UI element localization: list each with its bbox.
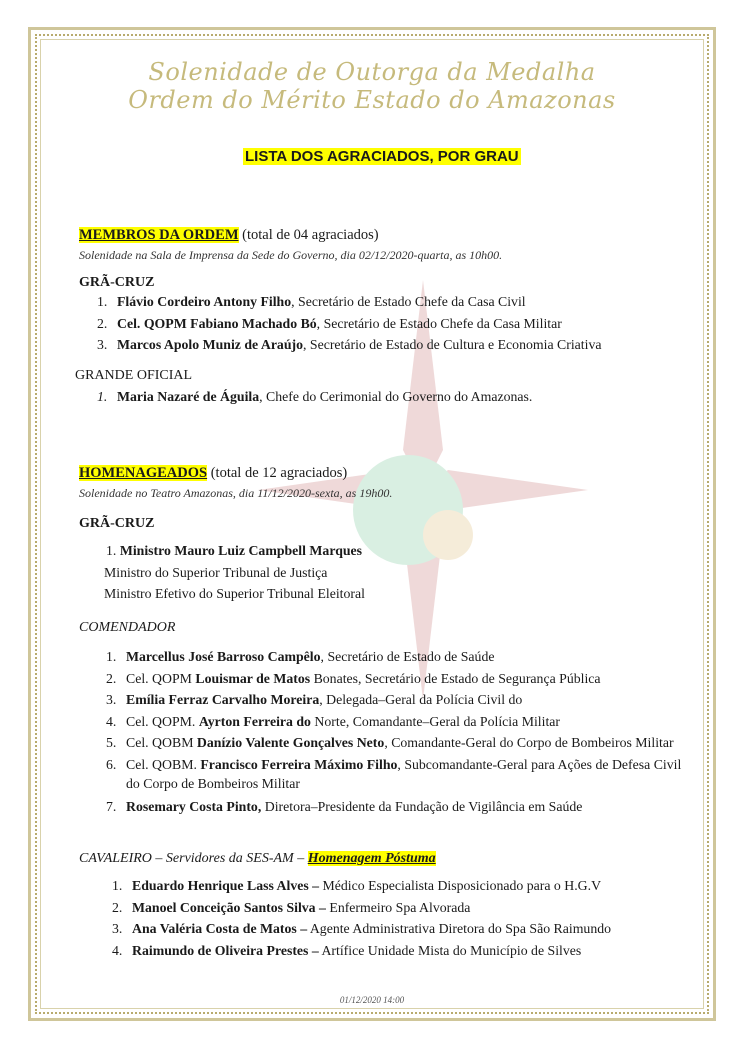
membros-gra-cruz-list [97,291,601,356]
list-item: 3. Emília Ferraz Carvalho Moreira, Delegada–Geral da Polícia Civil do [106,692,523,708]
list-item: 1. Marcellus José Barroso Campêlo, Secretário de Estado de Saúde [106,649,495,664]
homenageados-title: HOMENAGEADOS [79,465,208,481]
list-item: 6. Cel. QOBM. Francisco Ferreira Máximo Filho, Subcomandante-Geral para Ações de Defesa Civil do Corpo de Bombeiros Militar [106,756,682,791]
membros-section-title [79,227,379,244]
homenageados-grau-gra-cruz: GRÃ-CRUZ [79,516,155,531]
list-item: 2. Cel. QOPM Fabiano Machado Bó, Secretário de Estado Chefe da Casa Militar [97,315,562,331]
header-title-line2: Ordem do Mérito Estado do Amazonas [128,86,616,114]
header-title-line1: Solenidade de Outorga da Medalha [148,58,596,86]
list-item: 2. Manoel Conceição Santos Silva – Enfermeiro Spa Alvorada [112,899,471,915]
homenageados-note: Solenidade no Teatro Amazonas, dia 11/12/2020-sexta, as 19h00. [79,486,393,500]
homenageados-grau-comendador: COMENDADOR [79,620,176,635]
homenageados-gra-cruz-item: 1. Ministro Mauro Luiz Campbell Marques [106,543,363,558]
list-item: 1. Maria Nazaré de Águila, Chefe do Cerimonial do Governo do Amazonas. [97,389,533,404]
homenageados-section-title [79,465,347,482]
list-item: 2. Cel. QOPM Louismar de Matos Bonates, Secretário de Estado de Segurança Pública [106,670,601,686]
membros-total: (total de 04 agraciados) [238,227,379,243]
membros-note: Solenidade na Sala de Imprensa da Sede do Governo, dia 02/12/2020-quarta, as 10h00. [79,248,503,262]
homenagem-postuma-highlight: Homenagem Póstuma [307,851,436,866]
list-item: 7. Rosemary Costa Pinto, Diretora–Presidente da Fundação de Vigilância em Saúde [106,798,583,814]
homenageados-gra-cruz-line2: Ministro Efetivo do Superior Tribunal Eleitoral [104,586,365,601]
homenageados-grau-cavaleiro: CAVALEIRO – Servidores da SES-AM – Homenagem Póstuma [79,851,436,866]
list-heading: LISTA DOS AGRACIADOS, POR GRAU [245,148,519,165]
list-item: 1. Flávio Cordeiro Antony Filho, Secretário de Estado Chefe da Casa Civil [97,294,526,309]
homenageados-gra-cruz-line1: Ministro do Superior Tribunal de Justiça [104,565,328,580]
list-item: 3. Ana Valéria Costa de Matos – Agente Administrativa Diretora do Spa São Raimundo [112,921,612,937]
membros-grau-gra-cruz: GRÃ-CRUZ [79,275,155,290]
membros-title: MEMBROS DA ORDEM [79,227,239,243]
list-item: 5. Cel. QOBM Danízio Valente Gonçalves Neto, Comandante-Geral do Corpo de Bombeiros Militar [106,734,674,750]
homenageados-comendador-list [106,646,686,817]
list-item: 3. Marcos Apolo Muniz de Araújo, Secretário de Estado de Cultura e Economia Criativa [97,337,602,353]
membros-grau-grande-oficial: GRANDE OFICIAL [75,368,193,383]
membros-grande-oficial-list [97,386,532,408]
list-item: 4. Raimundo de Oliveira Prestes – Artífice Unidade Mista do Município de Silves [112,943,582,959]
homenageados-cavaleiro-list [112,875,611,962]
homenageados-total: (total de 12 agraciados) [207,465,348,481]
footer-timestamp: 01/12/2020 14:00 [339,995,405,1005]
list-item: 4. Cel. QOPM. Ayrton Ferreira do Norte, Comandante–Geral da Polícia Militar [106,714,561,730]
list-item: 1. Eduardo Henrique Lass Alves – Médico Especialista Disposicionado para o H.G.V [112,878,602,893]
